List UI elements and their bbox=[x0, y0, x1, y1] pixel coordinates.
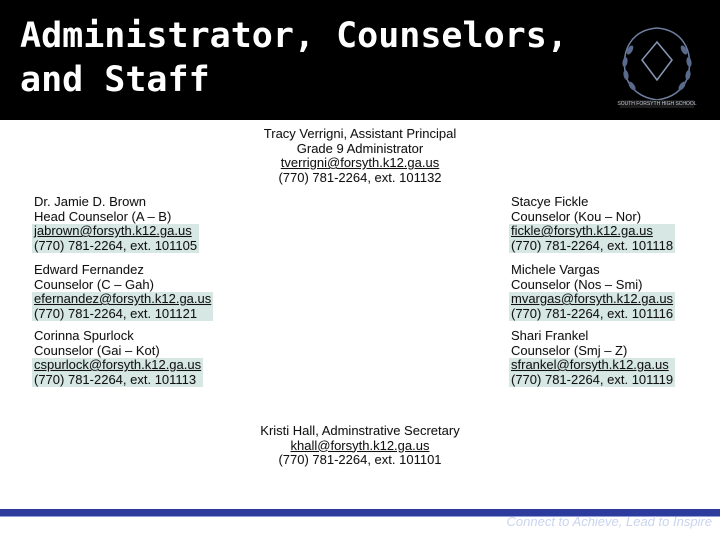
secretary-name: Kristi Hall, Adminstrative Secretary bbox=[260, 423, 460, 438]
counselor-email-link[interactable]: fickle@forsyth.k12.ga.us bbox=[509, 224, 675, 239]
counselor-email-link[interactable]: cspurlock@forsyth.k12.ga.us bbox=[34, 357, 202, 372]
counselor-brown bbox=[34, 195, 199, 253]
counselor-vargas bbox=[511, 263, 675, 321]
counselor-phone: (770) 781-2264, ext. 101116 bbox=[511, 305, 674, 321]
principal-role: Grade 9 Administrator bbox=[296, 140, 424, 156]
counselor-name: Shari Frankel bbox=[511, 328, 589, 343]
counselor-email-link[interactable]: mvargas@forsyth.k12.ga.us bbox=[509, 292, 675, 307]
school-logo bbox=[612, 20, 702, 112]
counselor-role: Head Counselor (A – B) bbox=[34, 208, 172, 224]
counselor-name: Corinna Spurlock bbox=[34, 328, 134, 343]
footer-tagline: Connect to Achieve, Lead to Inspire bbox=[506, 514, 712, 529]
counselor-name: Dr. Jamie D. Brown bbox=[34, 194, 146, 209]
principal-email-link[interactable]: tverrigni@forsyth.k12.ga.us bbox=[280, 155, 440, 170]
counselor-email-link[interactable]: efernandez@forsyth.k12.ga.us bbox=[34, 291, 212, 306]
title-header bbox=[0, 0, 720, 120]
counselor-phone: (770) 781-2264, ext. 101119 bbox=[511, 371, 674, 387]
secretary-phone: (770) 781-2264, ext. 101101 bbox=[278, 452, 442, 467]
counselor-phone: (770) 781-2264, ext. 101118 bbox=[511, 237, 674, 253]
counselor-name: Michele Vargas bbox=[511, 262, 600, 277]
counselor-name: Edward Fernandez bbox=[34, 262, 144, 277]
principal-name: Tracy Verrigni, Assistant Principal bbox=[263, 126, 457, 141]
counselor-role: Counselor (Gai – Kot) bbox=[34, 342, 160, 358]
counselor-role: Counselor (Kou – Nor) bbox=[511, 208, 642, 224]
counselor-phone: (770) 781-2264, ext. 101105 bbox=[34, 237, 198, 253]
counselor-fernandez bbox=[34, 263, 213, 321]
secretary-block bbox=[225, 424, 495, 468]
counselor-phone: (770) 781-2264, ext. 101113 bbox=[32, 373, 203, 388]
counselor-frankel bbox=[511, 329, 675, 387]
counselor-fickle bbox=[511, 195, 675, 253]
counselor-role: Counselor (Nos – Smi) bbox=[511, 276, 643, 292]
counselor-spurlock bbox=[34, 329, 203, 387]
counselor-email-link[interactable]: sfrankel@forsyth.k12.ga.us bbox=[509, 358, 675, 373]
counselor-role: Counselor (Smj – Z) bbox=[511, 342, 628, 358]
title-line-1: Administrator, Counselors, bbox=[20, 16, 568, 56]
title-line-2: and Staff bbox=[20, 60, 210, 100]
principal-phone: (770) 781-2264, ext. 101132 bbox=[278, 169, 442, 185]
counselor-name: Stacye Fickle bbox=[511, 194, 589, 209]
counselor-phone: (770) 781-2264, ext. 101121 bbox=[32, 307, 213, 322]
logo-text: SOUTH FORSYTH HIGH SCHOOL bbox=[617, 101, 697, 107]
counselor-role: Counselor (C – Gah) bbox=[34, 276, 154, 292]
counselor-email-link[interactable]: jabrown@forsyth.k12.ga.us bbox=[32, 224, 199, 239]
page-title bbox=[20, 14, 600, 102]
secretary-email-link[interactable]: khall@forsyth.k12.ga.us bbox=[290, 437, 430, 453]
principal-block bbox=[225, 127, 495, 185]
